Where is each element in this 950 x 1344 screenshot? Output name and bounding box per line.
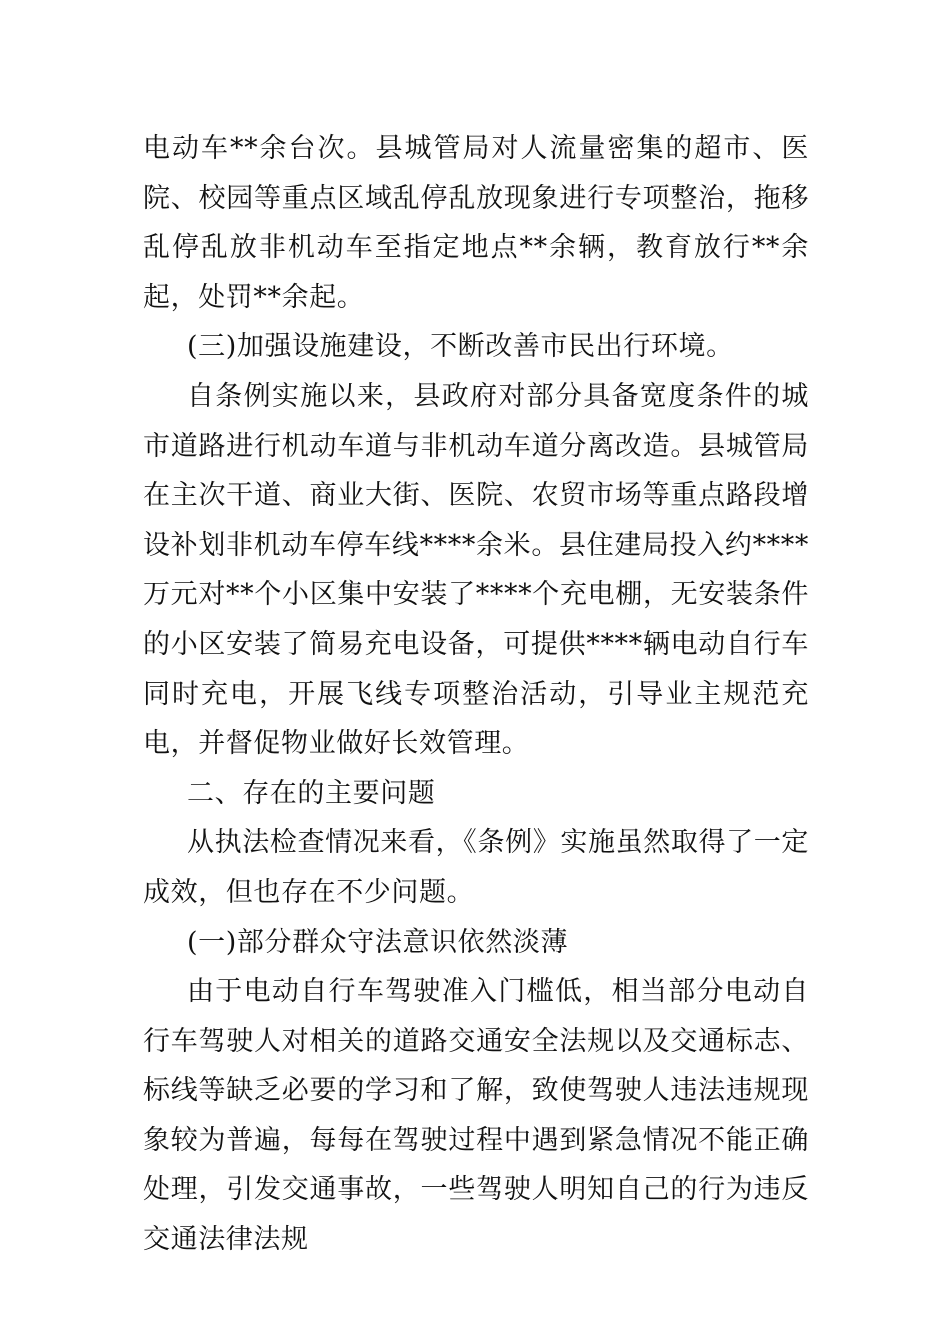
subsection-heading-awareness: (一)部分群众守法意识依然淡薄 — [187, 926, 569, 958]
section-heading-problems: 二、存在的主要问题 — [187, 777, 436, 809]
paragraph-facilities: 自条例实施以来，县政府对部分具备宽度条件的城市道路进行机动车道与非机动车道分离改造。县城管局在主次干道、商业大街、医院、农贸市场等重点路段增设补划非机动车停车线****余米。县住建局投入约****万元对**个小区集中安装了****个充电棚，无安装条件的小区安装了简易充电设备，可提供****辆电动自行车同时充电，开展飞线专项整治活动，引导业主规范充电，并督促物业做好长效管理。 — [143, 380, 809, 760]
section-heading-facilities: (三)加强设施建设，不断改善市民出行环境。 — [187, 331, 734, 363]
document-page — [143, 124, 809, 1265]
paragraph-problems-intro: 从执法检查情况来看，《条例》实施虽然取得了一定成效，但也存在不少问题。 — [143, 827, 809, 908]
paragraph-continuation: 电动车**余台次。县城管局对人流量密集的超市、医院、校园等重点区域乱停乱放现象进行专项整治，拖移乱停乱放非机动车至指定地点**余辆，教育放行**余起，处罚**余起。 — [143, 133, 809, 313]
paragraph-awareness: 由于电动自行车驾驶准入门槛低，相当部分电动自行车驾驶人对相关的道路交通安全法规以及交通标志、标线等缺乏必要的学习和了解，致使驾驶人违法违规现象较为普遍，每每在驾驶过程中遇到紧急情况不能正确处理，引发交通事故，一些驾驶人明知自己的行为违反交通法律法规 — [143, 976, 809, 1256]
